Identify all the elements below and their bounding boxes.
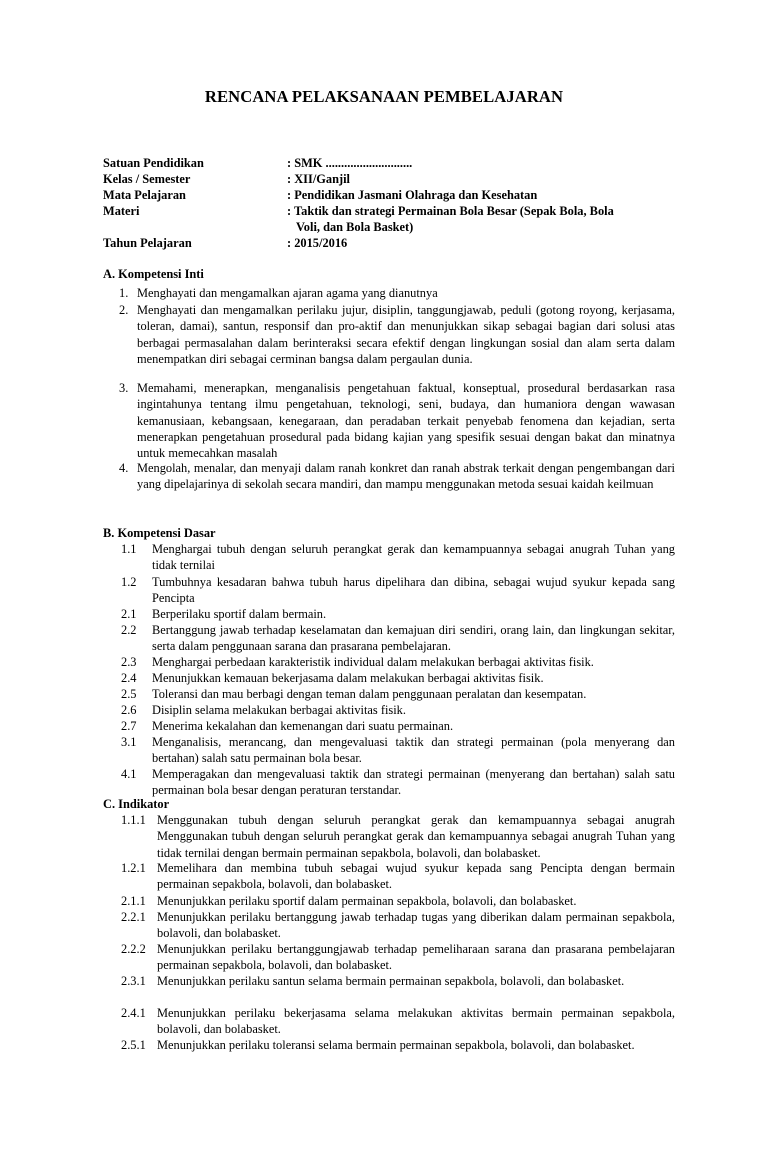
item-text: Memperagakan dan mengevaluasi taktik dan strategi permainan (menyerang dan bertahan) salah satu permainan bola besar dengan peraturan terstandar.: [152, 767, 675, 798]
item-text: Menunjukkan perilaku santun selama bermain permainan sepakbola, bolavoli, dan bolabasket.: [157, 974, 625, 988]
meta-label: Satuan Pendidikan: [103, 156, 204, 170]
item-text: Memelihara dan membina tubuh sebagai wujud syukur kepada sang Pencipta dengan bermain permainan sepakbola, bolavoli, dan bolabasket.: [157, 861, 675, 892]
item-number: 2.4: [121, 671, 137, 685]
item-number: 2.5: [121, 687, 137, 701]
item-text: Menggunakan tubuh dengan seluruh perangkat gerak dan kemampuannya sebagai anugrah Menggunakan tubuh dengan seluruh perangkat gerak dan kemampuannya sebagai anugrah Tuhan yang tidak ternilai dengan bermain permainan sepakbola, bolavoli, dan bolabasket.: [157, 813, 675, 860]
section-heading-a: A. Kompetensi Inti: [103, 267, 204, 281]
item-number: 2.3.1: [121, 974, 146, 988]
item-number: 3.1: [121, 735, 137, 749]
meta-label: Materi: [103, 204, 140, 218]
item-number: 2.1.1: [121, 894, 146, 908]
item-number: 1.2.1: [121, 861, 146, 875]
item-number: 2.7: [121, 719, 137, 733]
item-text: Menunjukkan perilaku toleransi selama bermain permainan sepakbola, bolavoli, dan bolabasket.: [157, 1038, 635, 1052]
item-text: Menghayati dan mengamalkan perilaku jujur, disiplin, tanggungjawab, peduli (gotong royong, kerjasama, toleran, damai), santun, responsif dan pro-aktif dan menunjukkan sikap sebagai bagian dari solusi atas berbagai permasalahan dalam berinteraksi secara efektif dengan lingkungan sosial dan alam serta dalam menempatkan diri sebagai cerminan bangsa dalam pergaulan dunia.: [137, 303, 675, 366]
item-number: 2.2.2: [121, 942, 146, 956]
item-number: 2.5.1: [121, 1038, 146, 1052]
meta-label: Kelas / Semester: [103, 172, 191, 186]
section-heading-c: C. Indikator: [103, 797, 170, 811]
item-number: 4.1: [121, 767, 137, 781]
item-number: 2.2: [121, 623, 137, 637]
item-text: Mengolah, menalar, dan menyaji dalam ranah konkret dan ranah abstrak terkait dengan pengembangan dari yang dipelajarinya di sekolah secara mandiri, dan mampu menggunakan metoda sesuai kaidah keilmuan: [137, 461, 675, 492]
item-text: Menunjukkan perilaku bekerjasama selama melakukan aktivitas bermain permainan sepakbola, bolavoli, dan bolabasket.: [157, 1006, 675, 1037]
item-text: Disiplin selama melakukan berbagai aktivitas fisik.: [152, 703, 406, 717]
item-number: 2.6: [121, 703, 137, 717]
item-number: 1.1: [121, 542, 137, 556]
item-number: 1.1.1: [121, 813, 146, 827]
item-text: Menunjukkan perilaku bertanggungjawab terhadap pemeliharaan sarana dan prasarana pembelajaran permainan sepakbola, bolavoli, dan bolabasket.: [157, 942, 675, 973]
meta-value: Voli, dan Bola Basket): [296, 220, 414, 234]
meta-value: : Taktik dan strategi Permainan Bola Besar (Sepak Bola, Bola: [287, 204, 614, 218]
item-text: Menunjukkan perilaku sportif dalam permainan sepakbola, bolavoli, dan bolabasket.: [157, 894, 577, 908]
item-text: Berperilaku sportif dalam bermain.: [152, 607, 327, 621]
item-number: 1.: [119, 286, 129, 300]
item-number: 2.4.1: [121, 1006, 146, 1020]
meta-value: : SMK ............................: [287, 156, 413, 170]
meta-value: : Pendidikan Jasmani Olahraga dan Kesehatan: [287, 188, 538, 202]
item-text: Menghargai tubuh dengan seluruh perangkat gerak dan kemampuannya sebagai anugrah Tuhan yang tidak ternilai: [152, 542, 675, 573]
item-number: 2.3: [121, 655, 137, 669]
meta-value: : XII/Ganjil: [287, 172, 350, 186]
item-text: Menghayati dan mengamalkan ajaran agama yang dianutnya: [137, 286, 438, 300]
item-text: Menghargai perbedaan karakteristik individual dalam melakukan berbagai aktivitas fisik.: [152, 655, 594, 669]
meta-label: Mata Pelajaran: [103, 188, 186, 202]
document-title: RENCANA PELAKSANAAN PEMBELAJARAN: [204, 87, 564, 106]
item-text: Bertanggung jawab terhadap keselamatan dan kemajuan diri sendiri, orang lain, dan lingkungan sekitar, serta dalam penggunaan sarana dan prasarana pembelajaran.: [152, 623, 675, 654]
meta-value: : 2015/2016: [287, 236, 348, 250]
item-number: 1.2: [121, 575, 137, 589]
item-text: Menunjukkan perilaku bertanggung jawab terhadap tugas yang diberikan dalam permainan sepakbola, bolavoli, dan bolabasket.: [157, 910, 675, 941]
item-text: Menganalisis, merancang, dan mengevaluasi taktik dan strategi permainan (pola menyerang dan bertahan) salah satu permainan bola besar.: [152, 735, 675, 766]
item-text: Memahami, menerapkan, menganalisis pengetahuan faktual, konseptual, prosedural berdasarkan rasa ingintahunya tentang ilmu pengetahuan, teknologi, seni, budaya, dan humaniora dengan wawasan kemanusiaan, kebangsaan, kenegaraan, dan peradaban terkait penyebab fenomena dan kejadian, serta menerapkan pengetahuan prosedural pada bidang kajian yang spesifik sesuai dengan bakat dan minatnya untuk memecahkan masalah: [137, 381, 675, 461]
item-text: Menunjukkan kemauan bekerjasama dalam melakukan berbagai aktivitas fisik.: [152, 671, 544, 685]
meta-label: Tahun Pelajaran: [103, 236, 192, 250]
item-text: Toleransi dan mau berbagi dengan teman dalam penggunaan peralatan dan kesempatan.: [152, 687, 587, 701]
item-number: 2.: [119, 303, 129, 317]
section-heading-b: B. Kompetensi Dasar: [103, 526, 216, 540]
item-number: 3.: [119, 381, 129, 395]
item-number: 2.2.1: [121, 910, 146, 924]
item-number: 2.1: [121, 607, 137, 621]
item-text: Tumbuhnya kesadaran bahwa tubuh harus dipelihara dan dibina, sebagai wujud syukur kepada sang Pencipta: [152, 575, 675, 606]
item-number: 4.: [119, 461, 129, 475]
item-text: Menerima kekalahan dan kemenangan dari suatu permainan.: [152, 719, 454, 733]
